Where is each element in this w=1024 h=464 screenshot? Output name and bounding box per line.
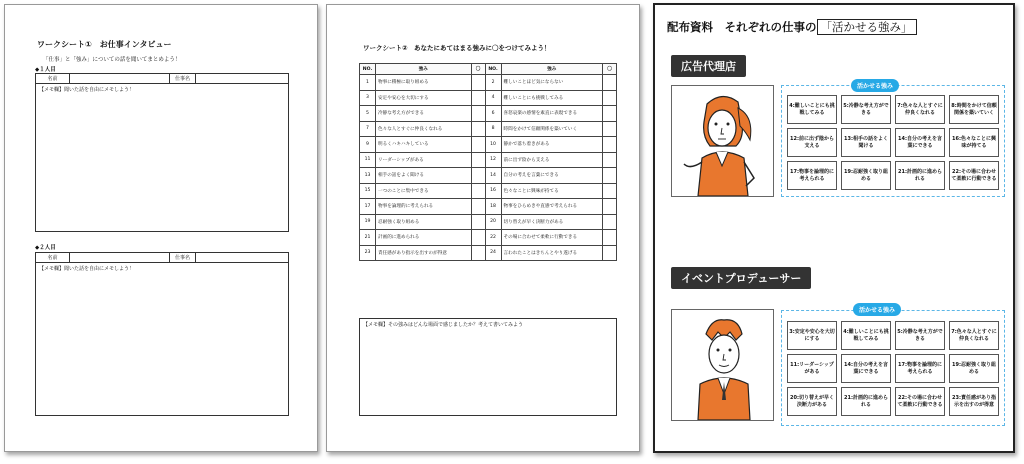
strength-number: 11 [360, 152, 376, 168]
worksheet2-page [326, 4, 640, 452]
name-label: 名前 [36, 253, 70, 262]
strength-text: 言われたことはきちんとやり遂げる [501, 245, 602, 261]
strength-text: 計画的に進められる [376, 230, 472, 246]
strength-card: 14:自分の考えを言葉にできる [841, 354, 891, 383]
strength-number: 6 [485, 106, 501, 122]
memo-label: 【メモ欄】聞いた話を自由にメモしよう！ [39, 87, 135, 93]
check-cell[interactable] [471, 137, 485, 153]
table-row [360, 199, 617, 215]
handout-title-prefix: 配布資料 それぞれの仕事の [667, 20, 817, 34]
section2-heading: ◆２人目 [35, 245, 56, 251]
strength-number: 21 [360, 230, 376, 246]
strength-card: 23:責任感があり指示を出すのが得意 [949, 387, 999, 416]
table-row [360, 214, 617, 230]
strength-text: 切り替えが早く決断力がある [501, 214, 602, 230]
job-label-ad-agency: 広告代理店 [671, 55, 746, 77]
strength-card: 3:安定や安心を大切にする [787, 321, 837, 350]
job-label-event-producer: イベントプロデューサー [671, 267, 811, 289]
strength-card: 19:忍耐強く取り組める [949, 354, 999, 383]
strength-text: その場に合わせて柔軟に行動できる [501, 230, 602, 246]
strength-text: 自分の考えを言葉にできる [501, 168, 602, 184]
strength-number: 23 [360, 245, 376, 261]
table-row [360, 245, 617, 261]
businessman-icon [672, 310, 773, 420]
table-row [360, 230, 617, 246]
check-cell[interactable] [603, 137, 617, 153]
strength-number: 18 [485, 199, 501, 215]
name-field[interactable] [70, 74, 170, 83]
section2-memo[interactable] [35, 263, 289, 416]
check-cell[interactable] [603, 121, 617, 137]
strength-number: 9 [360, 137, 376, 153]
strength-number: 16 [485, 183, 501, 199]
strength-card: 21:計画的に進められる [841, 387, 891, 416]
strength-text: 時間をかけて信頼関係を築いていく [501, 121, 602, 137]
check-cell[interactable] [603, 90, 617, 106]
check-cell[interactable] [471, 152, 485, 168]
strength-card: 16:色々なことに興味が持てる [949, 128, 999, 157]
check-cell[interactable] [603, 106, 617, 122]
handout-title [667, 19, 917, 35]
strength-text: 物事を論理的に考えられる [376, 199, 472, 215]
section2-namebar [35, 252, 289, 263]
strengths-pill-1: 活かせる強み [851, 79, 899, 92]
handout-page [653, 3, 1015, 453]
strength-number: 7 [360, 121, 376, 137]
check-cell[interactable] [471, 214, 485, 230]
job-field[interactable] [196, 253, 288, 262]
worksheet1-page [4, 4, 318, 452]
strength-text: 難しいことほど気にならない [501, 75, 602, 91]
strength-card: 19:忍耐強く取り組める [841, 161, 891, 190]
strength-card: 22:その場に合わせて柔軟に行動できる [895, 387, 945, 416]
job-label: 仕事名 [170, 74, 196, 83]
strength-number: 5 [360, 106, 376, 122]
strength-number: 13 [360, 168, 376, 184]
strength-card: 11:リーダーシップがある [787, 354, 837, 383]
section1-memo[interactable] [35, 84, 289, 232]
strength-card: 8:時間をかけて信頼関係を築いていく [949, 95, 999, 124]
strength-card: 21:計画的に進められる [895, 161, 945, 190]
strengths-table [359, 63, 617, 261]
strength-text: 明るくハキハキしている [376, 137, 472, 153]
table-row [360, 75, 617, 91]
check-cell[interactable] [471, 183, 485, 199]
strength-number: 15 [360, 183, 376, 199]
table-body [360, 75, 617, 261]
name-field[interactable] [70, 253, 170, 262]
strength-number: 17 [360, 199, 376, 215]
name-label: 名前 [36, 74, 70, 83]
worksheet1-title: ワークシート① お仕事インタビュー [37, 40, 172, 49]
check-cell[interactable] [603, 75, 617, 91]
strength-number: 14 [485, 168, 501, 184]
check-cell[interactable] [603, 168, 617, 184]
table-row [360, 106, 617, 122]
table-row [360, 183, 617, 199]
strength-number: 2 [485, 75, 501, 91]
worksheet2-memo[interactable] [359, 318, 617, 416]
header-no: NO. [485, 64, 501, 75]
strength-card: 5:冷静な考え方ができる [895, 321, 945, 350]
strength-number: 22 [485, 230, 501, 246]
check-cell[interactable] [603, 214, 617, 230]
strength-text: 冷静な考え方ができる [376, 106, 472, 122]
strength-number: 12 [485, 152, 501, 168]
worksheet2-title: ワークシート② あなたにあてはまる強みに〇をつけてみよう！ [363, 44, 551, 52]
strength-text: 難しいことにも挑戦してみる [501, 90, 602, 106]
character-illustration-1 [671, 85, 774, 197]
strength-text: 安定や安心を大切にする [376, 90, 472, 106]
strength-text: 色々なことに興味が持てる [501, 183, 602, 199]
strength-card: 7:色々な人とすぐに仲良くなれる [895, 95, 945, 124]
businesswoman-icon [672, 86, 773, 196]
check-cell[interactable] [603, 183, 617, 199]
strength-text: 物事をひらめきや直感で考えられる [501, 199, 602, 215]
table-row [360, 121, 617, 137]
table-row [360, 137, 617, 153]
strength-card: 20:切り替えが早く決断力がある [787, 387, 837, 416]
check-cell[interactable] [603, 230, 617, 246]
header-strength: 強み [376, 64, 472, 75]
strength-text: 静かで落ち着きがある [501, 137, 602, 153]
header-check: 〇 [471, 64, 485, 75]
table-row [360, 152, 617, 168]
check-cell[interactable] [603, 152, 617, 168]
strength-text: 色々な人とすぐに仲良くなれる [376, 121, 472, 137]
check-cell[interactable] [603, 245, 617, 261]
strength-text: 物事に積極に取り組める [376, 75, 472, 91]
job-field[interactable] [196, 74, 288, 83]
strength-text: 喜怒哀楽の感情を素直に表現できる [501, 106, 602, 122]
check-cell[interactable] [471, 106, 485, 122]
memo-label: 【メモ欄】その強みはどんな場面で感じましたか？考えて書いてみよう [363, 322, 524, 328]
worksheet1-subtitle: 「仕事」と「強み」についての話を聞いてまとめよう！ [43, 57, 181, 63]
strength-card: 17:物事を論理的に考えられる [895, 354, 945, 383]
table-header-row [360, 64, 617, 75]
table-row [360, 90, 617, 106]
strength-text: 相手の話をよく聞ける [376, 168, 472, 184]
strength-card: 4:難しいことにも挑戦してみる [787, 95, 837, 124]
check-cell[interactable] [471, 230, 485, 246]
strength-card: 17:物事を論理的に考えられる [787, 161, 837, 190]
header-no: NO. [360, 64, 376, 75]
handout-title-box: 「活かせる強み」 [817, 19, 917, 35]
strength-card: 5:冷静な考え方ができる [841, 95, 891, 124]
strength-text: 忍耐強く取り組める [376, 214, 472, 230]
strengths-pill-2: 活かせる強み [853, 303, 901, 316]
header-strength: 強み [501, 64, 602, 75]
strength-number: 8 [485, 121, 501, 137]
strength-text: リーダーシップがある [376, 152, 472, 168]
strength-card: 12:前に出ず陰から支える [787, 128, 837, 157]
check-cell[interactable] [471, 121, 485, 137]
table-row [360, 168, 617, 184]
strength-number: 1 [360, 75, 376, 91]
check-cell[interactable] [471, 75, 485, 91]
section1-namebar [35, 73, 289, 84]
check-cell[interactable] [603, 199, 617, 215]
check-cell[interactable] [471, 168, 485, 184]
strength-number: 3 [360, 90, 376, 106]
check-cell[interactable] [471, 199, 485, 215]
strength-card: 13:相手の話をよく聞ける [841, 128, 891, 157]
strength-text: 前に出ず陰から支える [501, 152, 602, 168]
job-label: 仕事名 [170, 253, 196, 262]
strength-number: 19 [360, 214, 376, 230]
strength-card: 22:その場に合わせて柔軟に行動できる [949, 161, 999, 190]
check-cell[interactable] [471, 90, 485, 106]
header-check: 〇 [603, 64, 617, 75]
check-cell[interactable] [471, 245, 485, 261]
strength-number: 20 [485, 214, 501, 230]
strength-number: 24 [485, 245, 501, 261]
strength-card: 7:色々な人とすぐに仲良くなれる [949, 321, 999, 350]
strength-card: 4:難しいことにも挑戦してみる [841, 321, 891, 350]
character-illustration-2 [671, 309, 774, 421]
strength-number: 10 [485, 137, 501, 153]
strength-text: 責任感があり指示を出すのが得意 [376, 245, 472, 261]
strength-card: 14:自分の考えを言葉にできる [895, 128, 945, 157]
section1-heading: ◆１人目 [35, 67, 56, 73]
memo-label: 【メモ欄】聞いた話を自由にメモしよう！ [39, 266, 135, 272]
strength-text: 一つのことに集中できる [376, 183, 472, 199]
strength-number: 4 [485, 90, 501, 106]
